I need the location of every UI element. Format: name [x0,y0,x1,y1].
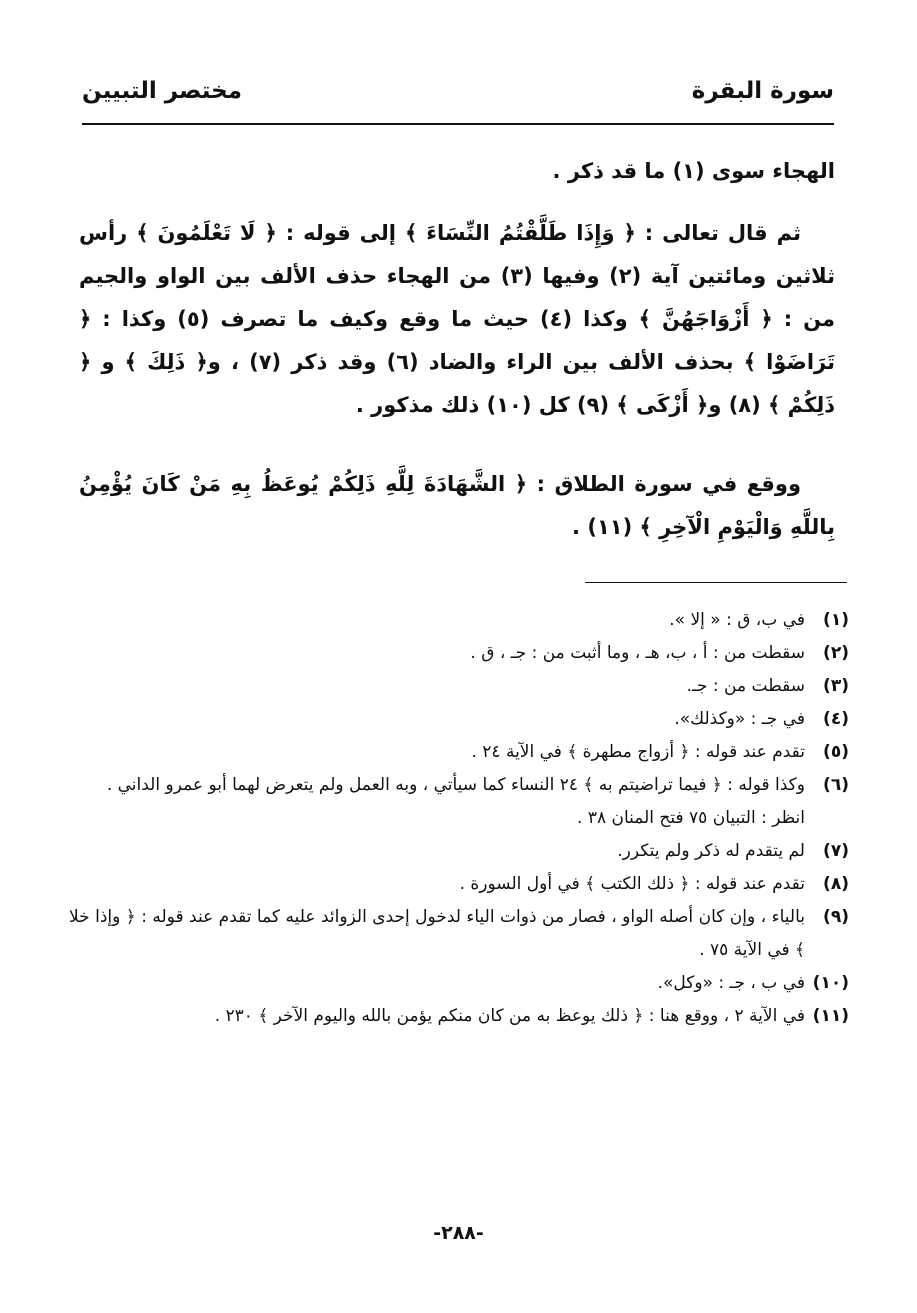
footnote-number: (٨) [823,874,849,894]
footnote-2 [69,637,849,670]
footnote-number: (١٠) [812,973,849,993]
footnote-9 [69,901,849,967]
footnote-number: (٥) [823,742,849,762]
footnote-text: في جـ : «وكذلك». [674,709,805,729]
footnote-number: (١١) [812,1006,849,1026]
footnote-number: (٦) [823,775,849,795]
footnote-text: تقدم عند قوله : ﴿ أزواج مطهرة ﴾ في الآية ٢٤ . [471,742,805,762]
footnote-text: في ب، ق : « إلا ». [669,610,805,630]
footnote-text: في ب ، جـ : «وكل». [657,973,805,993]
book-title: مختصر التبيين [82,78,242,104]
body-paragraph-1: الهجاء سوى (١) ما قد ذكر . [552,159,835,183]
header-rule [82,123,834,125]
footnote-5 [69,736,849,769]
footnote-7 [69,835,849,868]
footnote-text: سقطت من : جـ. [686,676,805,696]
footnote-text: في الآية ٢ ، ووقع هنا : ﴿ ذلك يوعظ به من كان منكم يؤمن بالله واليوم الآخر ﴾ ٢٣٠ . [214,1006,805,1026]
footnote-number: (٣) [823,676,849,696]
footnote-text: بالياء ، وإن كان أصله الواو ، فصار من ذوات الياء لدخول إحدى الزوائد عليه كما تقدم عند قوله : ﴿ وإذا خلا ﴾ في الآية ٧٥ . [69,907,805,960]
footnote-8 [69,868,849,901]
footnote-text: وكذا قوله : ﴿ فيما تراضيتم به ﴾ ٢٤ النساء كما سيأتي ، وبه العمل ولم يتعرض لهما أبو عمرو الداني . [106,775,805,795]
footnote-number: (٧) [823,841,849,861]
footnote-10 [69,967,849,1000]
footnote-text: سقطت من : أ ، ب، هـ ، وما أثبت من : جـ ، ق . [470,643,805,663]
body-paragraph-3: ووقع في سورة الطلاق : ﴿ الشَّهَادَةَ لِلَّهِ ذَلِكُمْ يُوعَظُ بِهِ مَنْ كَانَ يُؤْمِنُ بِاللَّهِ وَالْيَوْمِ الْآخِرِ ﴾ (١١) . [79,472,835,539]
running-header [82,78,834,112]
footnote-separator [585,582,847,583]
footnote-number: (٩) [823,907,849,927]
page-number: -٢٨٨- [433,1222,484,1244]
footnote-6 [69,769,849,802]
footnote-text: لم يتقدم له ذكر ولم يتكرر. [617,841,805,861]
footnote-text: تقدم عند قوله : ﴿ ذلك الكتب ﴾ في أول السورة . [459,874,805,894]
footnote-number: (٤) [823,709,849,729]
footnote-11 [69,1000,849,1033]
footnote-3 [69,670,849,703]
footnote-number: (١) [823,610,849,630]
surah-name: سورة البقرة [691,78,834,104]
footnote-number: (٢) [823,643,849,663]
footnote-4 [69,703,849,736]
body-paragraph-2: ثم قال تعالى : ﴿ وَإِذَا طَلَّقْتُمُ النِّسَاءَ ﴾ إلى قوله : ﴿ لَا تَعْلَمُونَ ﴾ رأس ثلاثين ومائتين آية (٢) وفيها (٣) من الهجاء حذف الألف بين الواو والجيم من : ﴿ أَزْوَاجَهُنَّ ﴾ وكذا (٤) حيث ما وقع وكيف ما تصرف (٥) وكذا : ﴿ تَرَاضَوْا ﴾ بحذف الألف بين الراء والضاد (٦) وقد ذكر (٧) ، و﴿ ذَلِكَ ﴾ و ﴿ ذَلِكُمْ ﴾ (٨) و﴿ أَزْكَى ﴾ (٩) كل (١٠) ذلك مذكور . [79,221,835,417]
footnotes-list [69,604,849,1033]
footnote-1 [69,604,849,637]
footnote-6-reference: انظر : التبيان ٧٥ فتح المنان ٣٨ . [577,808,805,828]
